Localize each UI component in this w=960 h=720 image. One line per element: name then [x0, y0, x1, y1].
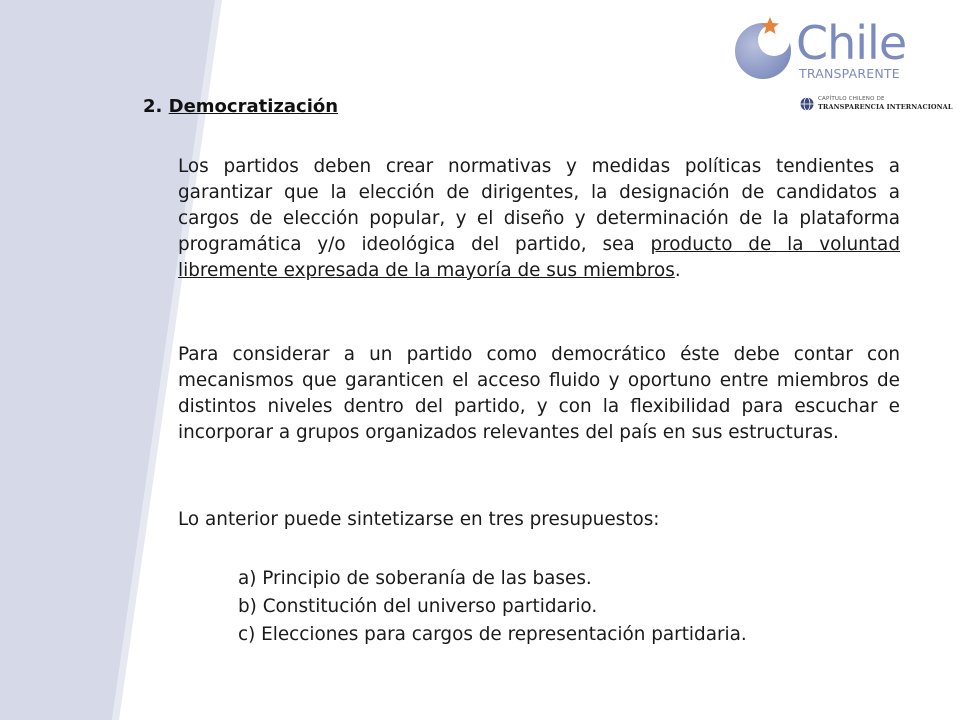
paragraph-2: Para considerar a un partido como democrático éste debe contar con mecanismos que garanticen el acceso fluido y oportuno entre miembros de distintos niveles dentro del partido, y con la flexibilidad para escuchar e incorporar a grupos organizados relevantes del país en sus estructuras. [178, 344, 900, 443]
paragraph-3: Lo anterior puede sintetizarse en tres presupuestos: [178, 509, 660, 530]
list-item: b) Constitución del universo partidario. [238, 596, 598, 617]
presupuestos-list [238, 565, 747, 649]
heading-number: 2. [143, 96, 163, 117]
globe-icon [800, 97, 814, 111]
list-item: c) Elecciones para cargos de representación partidaria. [238, 624, 747, 645]
paragraph-1-end: . [674, 260, 681, 281]
list-item: a) Principio de soberanía de las bases. [238, 568, 592, 589]
logo-subtitle: TRANSPARENTE [799, 66, 900, 81]
chile-transparente-logo [730, 14, 953, 124]
heading-title: Democratización [168, 96, 339, 117]
badge-line2: TRANSPARENCIA INTERNACIONAL [818, 103, 953, 111]
paragraph-1-text: Los partidos deben crear normativas y medidas políticas tendientes a garantizar que la elección de dirigentes, la designación de candidatos a cargos de elección popular, y el diseño y determinación de la plataforma programática y/o ideológica del partido, sea [178, 156, 900, 255]
ti-badge [800, 96, 953, 114]
section-heading [143, 96, 338, 117]
badge-line1: CAPÍTULO CHILENO DE [818, 96, 885, 102]
logo-main [730, 14, 930, 94]
paragraph-1 [178, 154, 900, 284]
logo-wordmark: Chile [796, 16, 907, 70]
paragraph-1-underlined: producto de la voluntad libremente expresada de la mayoría de sus miembros [178, 234, 900, 281]
logo-moon-icon [730, 14, 800, 94]
